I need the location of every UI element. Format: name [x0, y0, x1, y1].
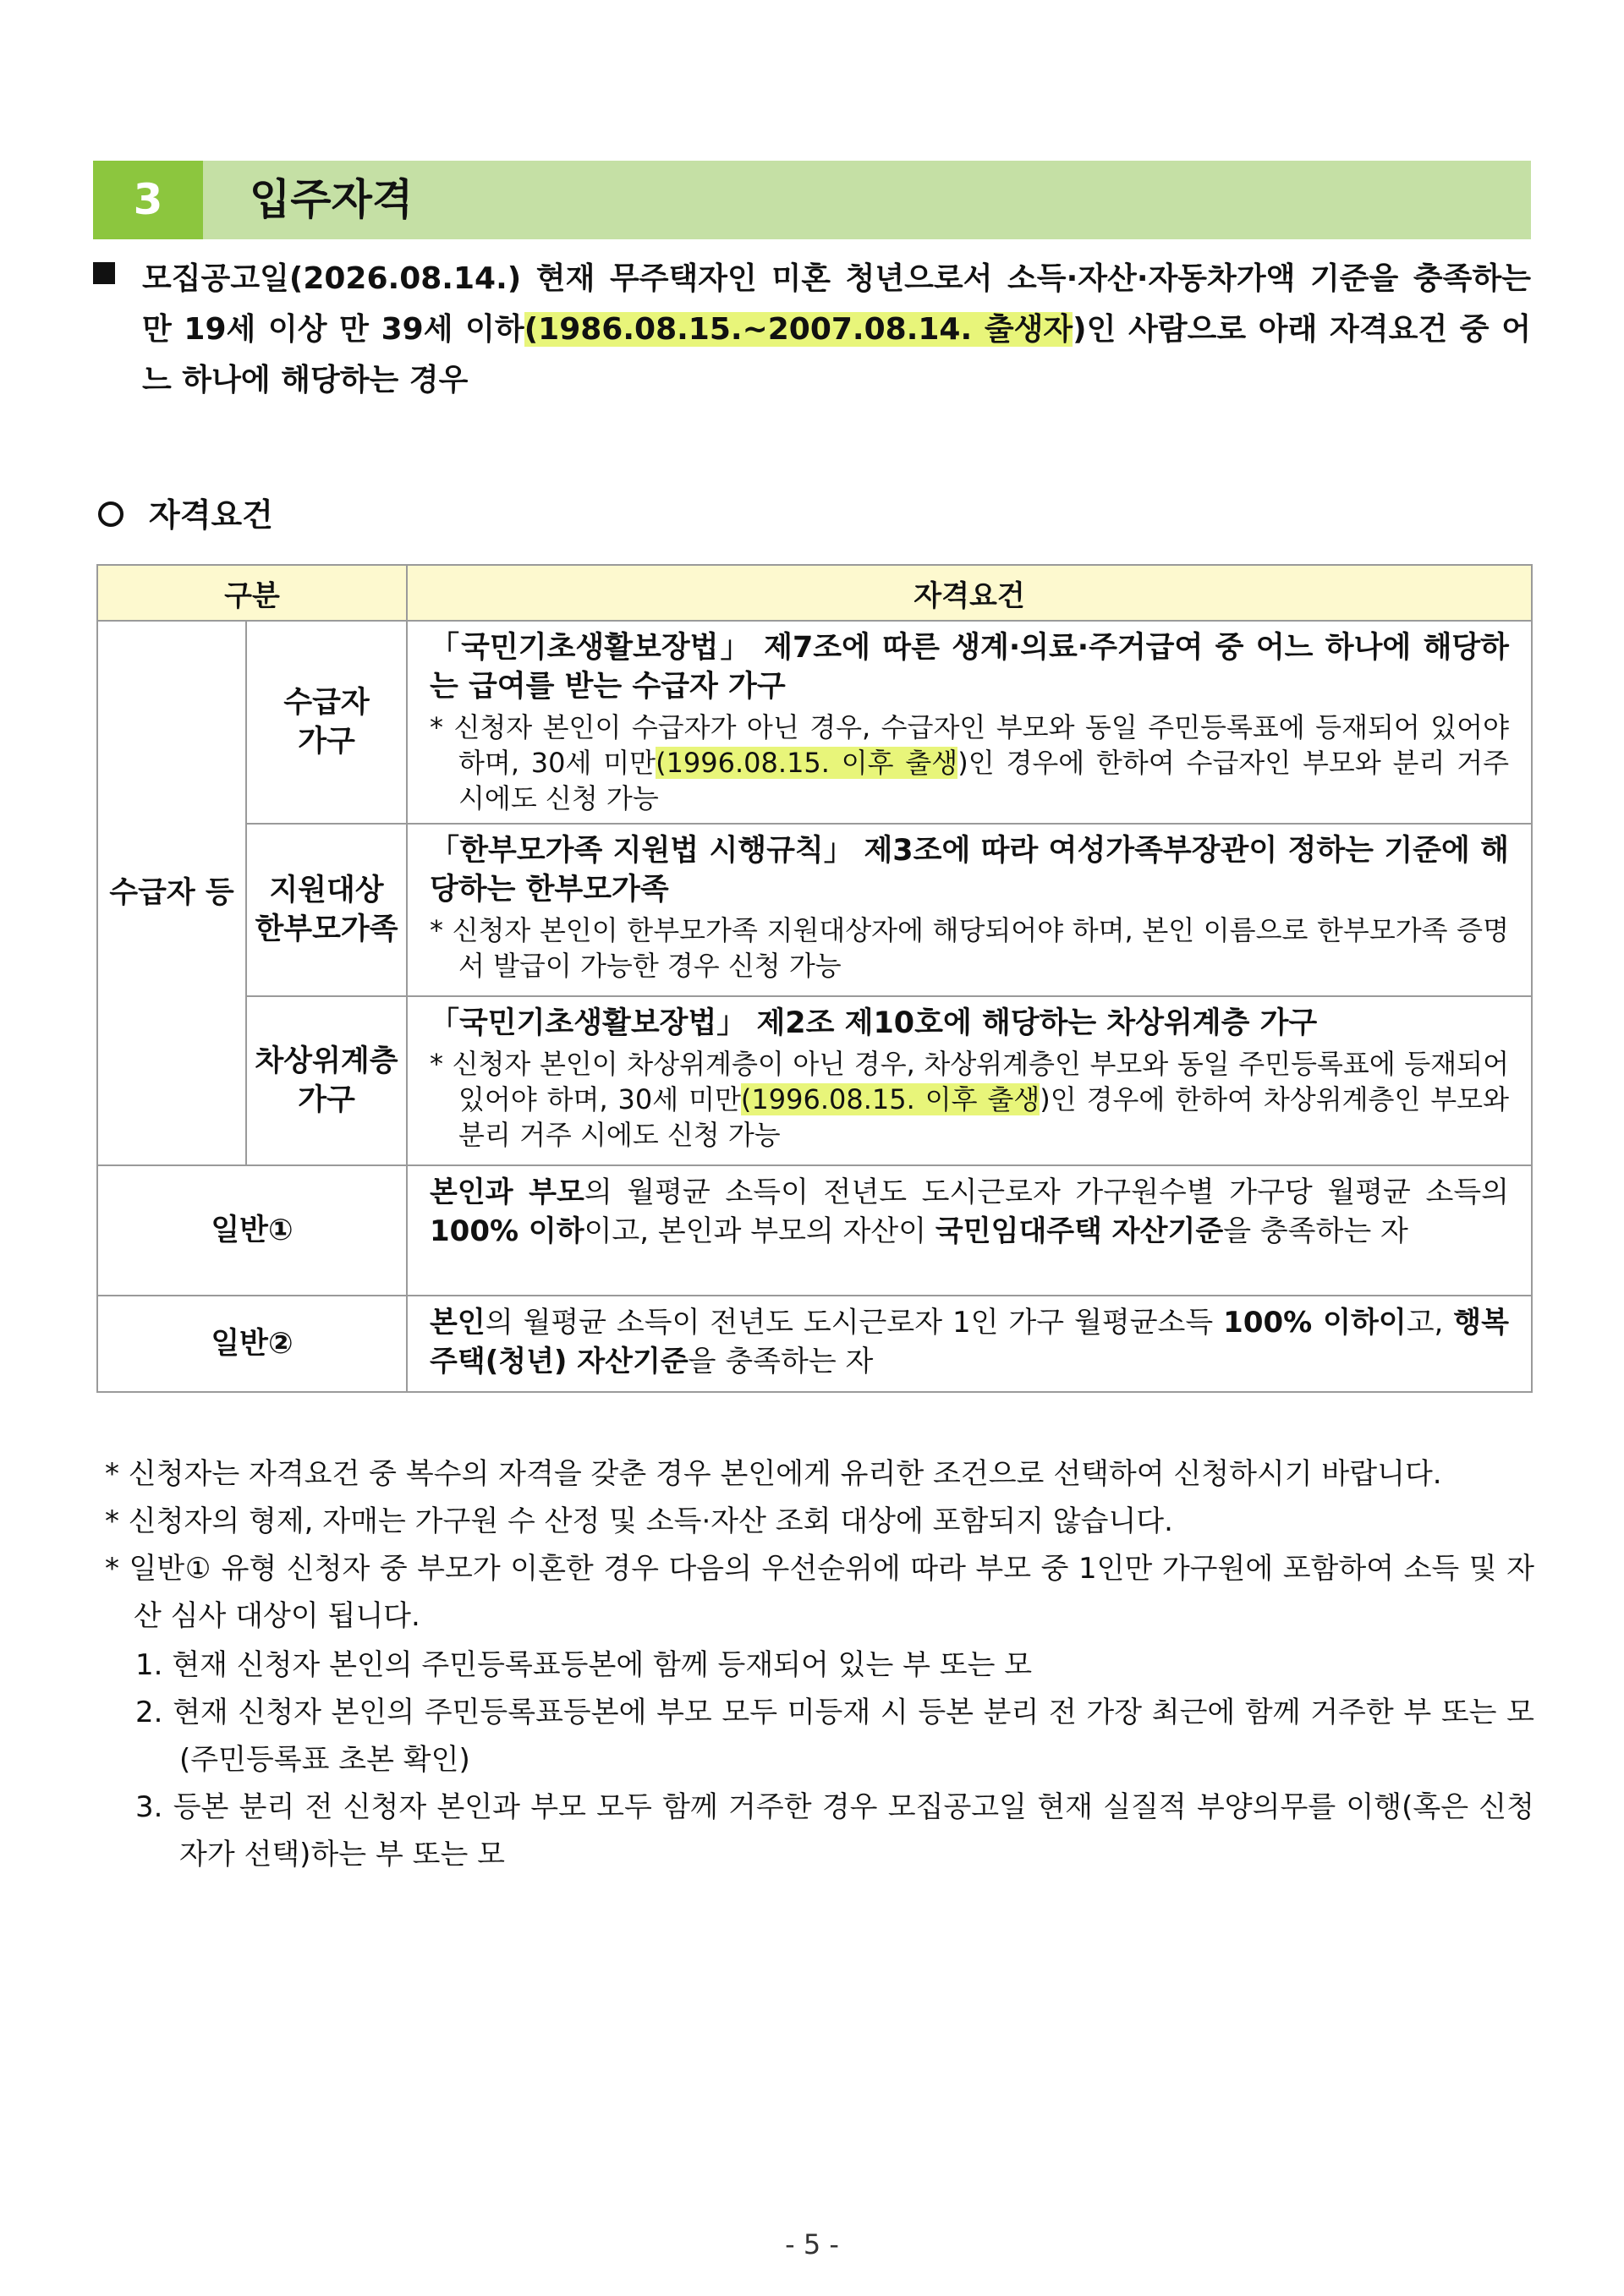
subheading: [98, 489, 273, 535]
header-category: 구분: [97, 565, 407, 621]
section-header: [93, 161, 1531, 239]
group-label: 수급자 등: [97, 621, 246, 1165]
general1-label: 일반①: [97, 1165, 407, 1296]
circle-bullet-icon: [98, 501, 123, 527]
general2-body: 본인의 월평균 소득이 전년도 도시근로자 1인 가구 월평균소득 100% 이하이고, 행복주택(청년) 자산기준을 충족하는 자: [407, 1296, 1532, 1392]
footnote: * 신청자는 자격요건 중 복수의 자격을 갖춘 경우 본인에게 유리한 조건으로 선택하여 신청하시기 바랍니다.: [105, 1457, 1442, 1491]
table-row: [97, 996, 1532, 1165]
list-item: 3. 등본 분리 전 신청자 본인과 부모 모두 함께 거주한 경우 모집공고일 현재 실질적 부양의무를 이행(혹은 신청자가 선택)하는 부 또는 모: [135, 1790, 1534, 1871]
footnote: * 신청자의 형제, 자매는 가구원 수 산정 및 소득·자산 조회 대상에 포함되지 않습니다.: [105, 1504, 1173, 1538]
footnotes: [105, 1450, 1534, 1878]
intro-text-2: )인 사람으로 아래 자격요건 중 어느 하나에 해당하는 경우: [142, 312, 1531, 397]
row-label: 수급자 가구: [246, 621, 407, 824]
intro-text-1: 모집공고일(2026.08.14.) 현재 무주택자인 미혼 청년으로서 소득·자산·자동차가액 기준을 충족하는 만 19세 이상 만 39세 이하: [142, 261, 1531, 347]
general1-body: 본인과 부모의 월평균 소득이 전년도 도시근로자 가구원수별 가구당 월평균 소득의 100% 이하이고, 본인과 부모의 자산이 국민임대주택 자산기준을 충족하는 자: [407, 1165, 1532, 1296]
section-number: 3: [93, 161, 203, 239]
table-header-row: [97, 565, 1532, 621]
row-body: 「국민기초생활보장법」 제7조에 따른 생계·의료·주거급여 중 어느 하나에 해당하는 급여를 받는 수급자 가구 * 신청자 본인이 수급자가 아닌 경우, 수급자인 부모와 동일 주민등록표에 등재되어 있어야 하며, 30세 미만(1996.08.15. 이후 출생)인 경우에 한하여 수급자인 부모와 분리 거주 시에도 신청 가능: [407, 621, 1532, 824]
table-row: [97, 1165, 1532, 1296]
subheading-text: 자격요건: [149, 496, 273, 534]
square-bullet-icon: [93, 262, 115, 284]
footnote: * 일반① 유형 신청자 중 부모가 이혼한 경우 다음의 우선순위에 따라 부모 중 1인만 가구원에 포함하여 소득 및 자산 심사 대상이 됩니다.: [105, 1552, 1534, 1633]
table-row: [97, 824, 1532, 996]
row-label: 차상위계층 가구: [246, 996, 407, 1165]
table-row: [97, 1296, 1532, 1392]
intro-highlight: (1986.08.15.~2007.08.14. 출생자: [524, 312, 1073, 347]
general2-label: 일반②: [97, 1296, 407, 1392]
row-body: 「한부모가족 지원법 시행규칙」 제3조에 따라 여성가족부장관이 정하는 기준에 해당하는 한부모가족 * 신청자 본인이 한부모가족 지원대상자에 해당되어야 하며, 본인 이름으로 한부모가족 증명서 발급이 가능한 경우 신청 가능: [407, 824, 1532, 996]
table-row: [97, 621, 1532, 824]
requirements-table: [96, 564, 1533, 1393]
list-item: 1. 현재 신청자 본인의 주민등록표등본에 함께 등재되어 있는 부 또는 모: [135, 1648, 1033, 1682]
section-title: 입주자격: [250, 175, 414, 224]
priority-list: [105, 1641, 1534, 1878]
intro-paragraph: [93, 254, 1531, 406]
header-requirement: 자격요건: [407, 565, 1532, 621]
page-number: - 5 -: [785, 2228, 839, 2260]
list-item: 2. 현재 신청자 본인의 주민등록표등본에 부모 모두 미등재 시 등본 분리 전 가장 최근에 함께 거주한 부 또는 모(주민등록표 초본 확인): [135, 1696, 1534, 1777]
row-body: 「국민기초생활보장법」 제2조 제10호에 해당하는 차상위계층 가구 * 신청자 본인이 차상위계층이 아닌 경우, 차상위계층인 부모와 동일 주민등록표에 등재되어 있어야 하며, 30세 미만(1996.08.15. 이후 출생)인 경우에 한하여 차상위계층인 부모와 분리 거주 시에도 신청 가능: [407, 996, 1532, 1165]
row-label: 지원대상 한부모가족: [246, 824, 407, 996]
